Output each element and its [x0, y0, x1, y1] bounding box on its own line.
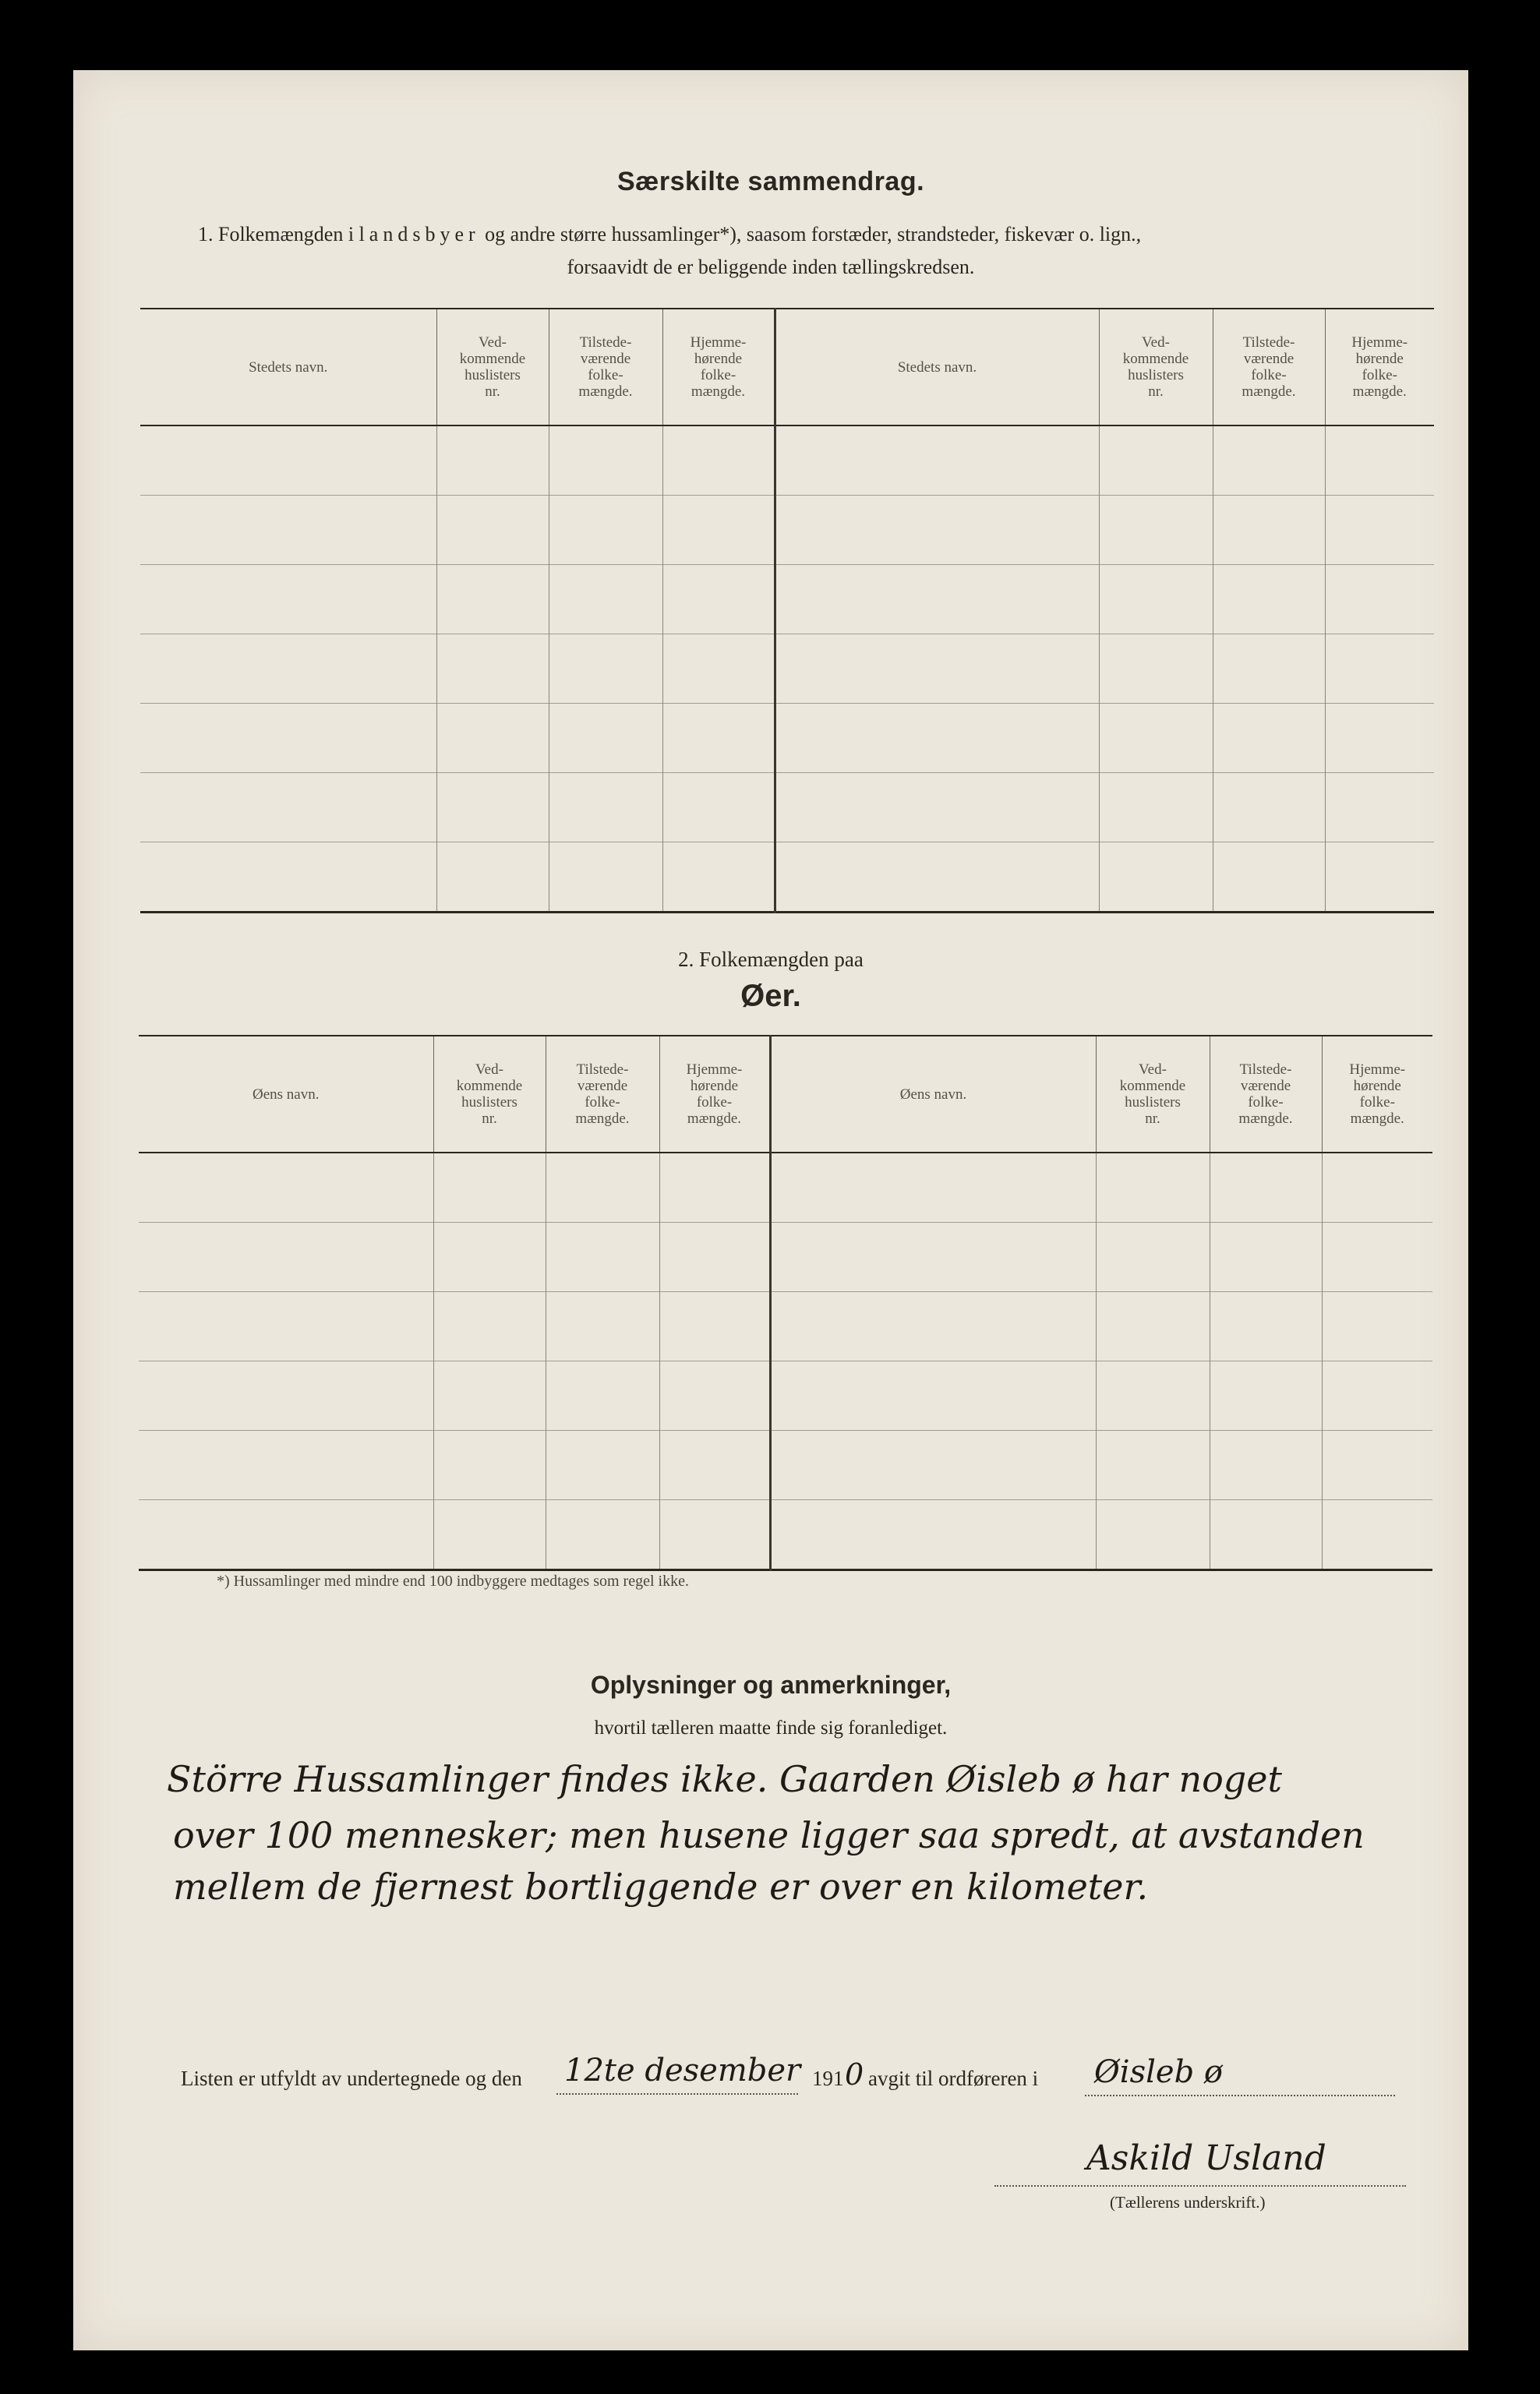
col-header-list-nr: Ved- kommende huslisters nr. — [1096, 1036, 1210, 1153]
table-row — [140, 425, 1434, 496]
col-header-present: Tilstede- værende folke- mængde. — [546, 1036, 659, 1153]
remark-line-1: Större Hussamlinger findes ikke. Gaarden Øisleb ø har noget — [167, 1758, 1282, 1800]
col-header-resident: Hjemme- hørende folke- mængde. — [662, 309, 775, 425]
col-header-name: Stedets navn. — [249, 358, 328, 376]
table-row — [140, 842, 1434, 913]
remarks-title: Oplysninger og anmerkninger, — [590, 1671, 952, 1699]
signature-handwritten: Askild Usland — [1086, 2138, 1326, 2178]
signature-label: (Tællerens underskrift.) — [1110, 2193, 1266, 2212]
signature-field-line — [994, 2185, 1406, 2187]
table-oer — [139, 1035, 1432, 1571]
col-header-present: Tilstede- værende folke- mængde. — [1210, 1036, 1322, 1153]
table-row — [140, 496, 1434, 565]
summary-title: Særskilte sammendrag. — [616, 167, 925, 196]
signoff-line — [181, 2067, 522, 2091]
place-field-line — [1085, 2095, 1395, 2096]
year-printed: 191 — [812, 2067, 844, 2090]
col-header-present: Tilstede- værende folke- mængde. — [1213, 309, 1325, 425]
col-header-present: Tilstede- værende folke- mængde. — [549, 309, 662, 425]
remark-line-2: over 100 mennesker; men husene ligger saa spredt, at avstanden — [173, 1814, 1365, 1856]
section2-title: Øer. — [740, 979, 801, 1013]
table-row — [140, 634, 1434, 704]
table-row — [140, 565, 1434, 634]
section1-intro — [198, 223, 1414, 246]
col-header-resident: Hjemme- hørende folke- mængde. — [1325, 309, 1434, 425]
census-form-page — [73, 70, 1468, 2350]
table-row — [139, 1431, 1432, 1500]
date-field-line — [556, 2093, 798, 2095]
col-header-list-nr: Ved- kommende huslisters nr. — [433, 1036, 546, 1153]
col-header-resident: Hjemme- hørende folke- mængde. — [659, 1036, 770, 1153]
footnote: *) Hussamlinger med mindre end 100 indbyggere medtages som regel ikke. — [217, 1573, 689, 1590]
table-row — [139, 1292, 1432, 1361]
year-handwritten: 0 — [845, 2057, 864, 2092]
section1-intro-line2: forsaavidt de er beliggende inden tællingskredsen. — [567, 256, 975, 278]
col-header-resident: Hjemme- hørende folke- mængde. — [1322, 1036, 1432, 1153]
table-row — [139, 1153, 1432, 1223]
section2-heading: 2. Folkemængden paa — [678, 948, 864, 971]
col-header-name: Stedets navn. — [775, 309, 1099, 425]
place-handwritten: Øisleb ø — [1094, 2054, 1223, 2090]
section1-intro-b: og andre større hussamlinger*), saasom forstæder, strandsteder, fiskevær o. lign., — [485, 223, 1142, 245]
table-landsbyer — [140, 308, 1434, 913]
col-header-list-nr: Ved- kommende huslisters nr. — [1099, 309, 1213, 425]
table-row — [139, 1500, 1432, 1570]
table-row — [140, 704, 1434, 773]
signoff-text-a: Listen er utfyldt av undertegnede og den — [181, 2067, 522, 2090]
section1-intro-a: 1. Folkemængden i — [198, 223, 355, 245]
date-handwritten: 12te desember — [564, 2053, 801, 2089]
table-row — [139, 1361, 1432, 1431]
remark-line-3: mellem de fjernest bortliggende er over en kilometer. — [173, 1866, 1149, 1908]
signoff-text-b: avgit til ordføreren i — [868, 2067, 1039, 2090]
col-header-list-nr: Ved- kommende huslisters nr. — [436, 309, 549, 425]
col-header-name: Øens navn. — [253, 1086, 320, 1103]
col-header-name: Øens navn. — [770, 1036, 1096, 1153]
table-row — [139, 1223, 1432, 1292]
section1-intro-spaced: landsbyer — [359, 223, 480, 245]
remarks-subtitle: hvortil tælleren maatte finde sig foranlediget. — [594, 1718, 948, 1739]
table-row — [140, 773, 1434, 842]
